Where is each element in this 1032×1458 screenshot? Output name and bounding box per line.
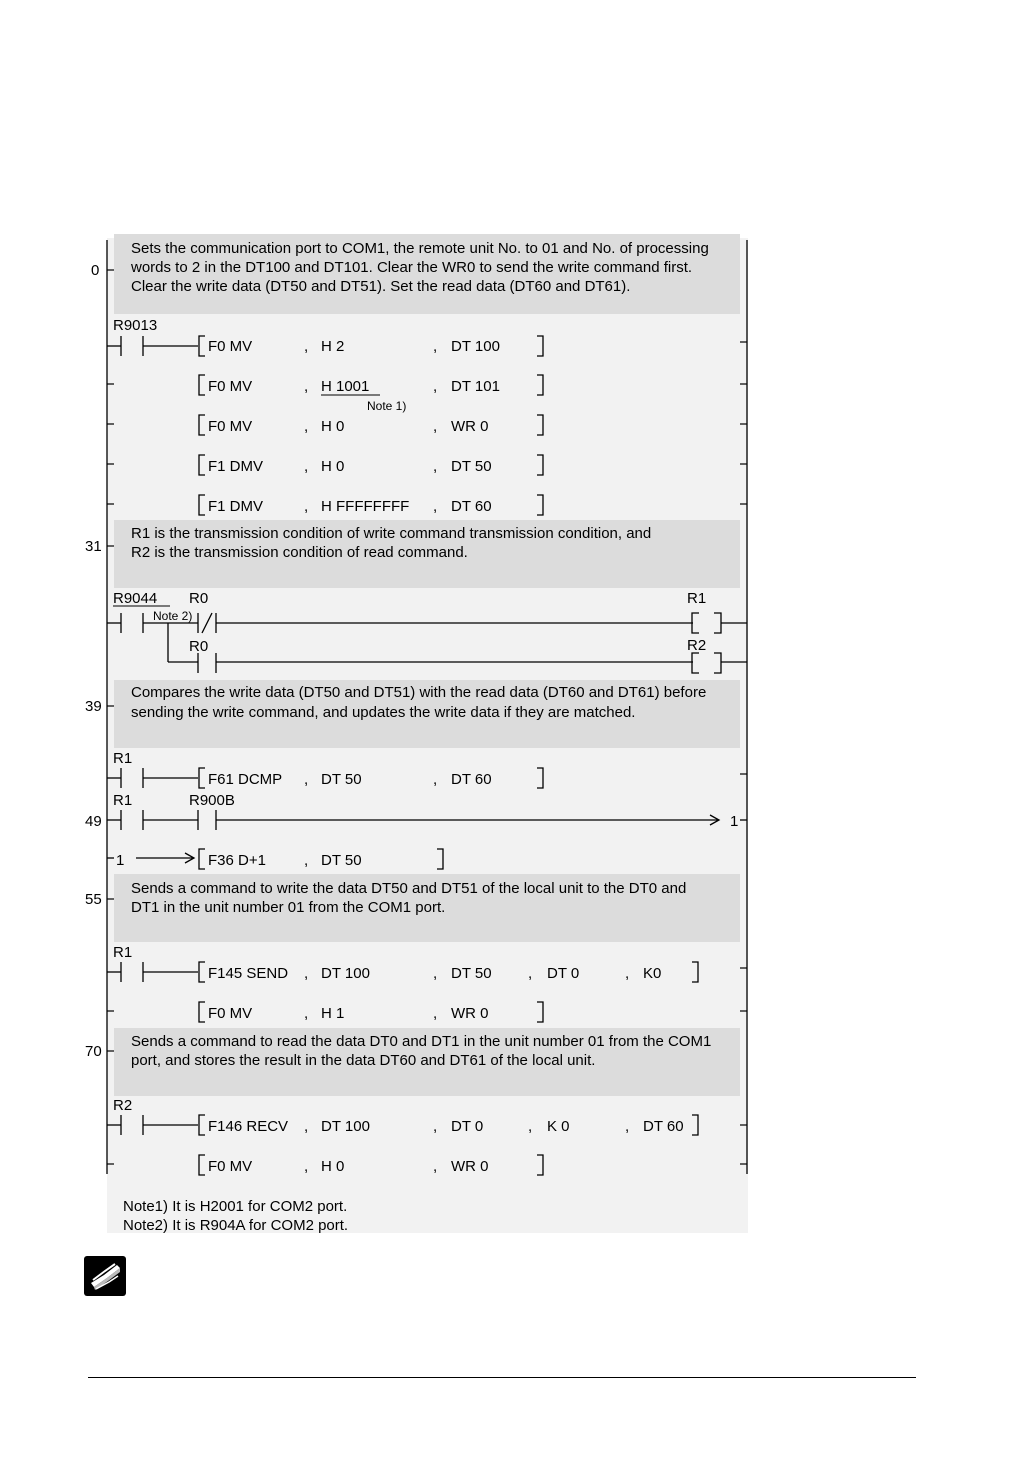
svg-text:DT 0: DT 0	[547, 965, 580, 982]
comment-31-line-1: R1 is the transmission condition of write command transmission condition, and	[131, 525, 652, 542]
svg-text:,: ,	[304, 965, 309, 982]
svg-text:,: ,	[304, 1118, 309, 1135]
svg-text:,: ,	[304, 418, 309, 435]
footnote-2: Note2) It is R904A for COM2 port.	[123, 1217, 349, 1234]
svg-text:,: ,	[433, 458, 438, 475]
contact-label-r1-c: R1	[113, 944, 133, 961]
svg-text:DT 60: DT 60	[451, 498, 492, 515]
svg-text:DT 50: DT 50	[321, 852, 362, 869]
footer-rule	[88, 1377, 916, 1378]
svg-text:,: ,	[625, 965, 630, 982]
svg-text:F36 D+1: F36 D+1	[208, 852, 266, 869]
contact-label-r0-no: R0	[189, 638, 209, 655]
comment-39-line-1: Compares the write data (DT50 and DT51) with the read data (DT60 and DT61) before	[131, 684, 707, 701]
step-number-55: 55	[85, 891, 102, 908]
svg-text:H FFFFFFFF: H FFFFFFFF	[321, 498, 410, 515]
contact-label-r1-b: R1	[113, 792, 133, 809]
coil-label-r1: R1	[687, 590, 707, 607]
svg-text:K 0: K 0	[547, 1118, 570, 1135]
contact-label-r900b: R900B	[189, 792, 235, 809]
svg-text:H 0: H 0	[321, 1158, 345, 1175]
svg-text:H 1001: H 1001	[321, 378, 370, 395]
comment-39-line-2: sending the write command, and updates the write data if they are matched.	[131, 704, 636, 721]
svg-text:,: ,	[433, 1118, 438, 1135]
svg-text:F0 MV: F0 MV	[208, 418, 253, 435]
contact-label-r0-nc: R0	[189, 590, 209, 607]
svg-text:F1 DMV: F1 DMV	[208, 458, 264, 475]
svg-text:,: ,	[528, 965, 533, 982]
contact-label-r1-a: R1	[113, 750, 133, 767]
svg-text:DT 0: DT 0	[451, 1118, 484, 1135]
svg-text:,: ,	[528, 1118, 533, 1135]
svg-text:,: ,	[304, 852, 309, 869]
footnote-1: Note1) It is H2001 for COM2 port.	[123, 1198, 348, 1215]
step-number-0: 0	[91, 262, 100, 279]
svg-text:H 0: H 0	[321, 458, 345, 475]
step-number-70: 70	[85, 1043, 102, 1060]
svg-text:DT 50: DT 50	[451, 965, 492, 982]
step-number-31: 31	[85, 538, 102, 555]
contact-label-r9044: R9044	[113, 590, 158, 607]
book-reference-icon	[84, 1256, 126, 1296]
svg-text:,: ,	[304, 338, 309, 355]
svg-text:WR 0: WR 0	[451, 418, 489, 435]
svg-text:F0 MV: F0 MV	[208, 1005, 253, 1022]
svg-text:,: ,	[433, 338, 438, 355]
connector-out-label: 1	[730, 813, 739, 830]
svg-text:K0: K0	[643, 965, 662, 982]
svg-text:DT 60: DT 60	[643, 1118, 684, 1135]
svg-text:,: ,	[304, 378, 309, 395]
svg-text:,: ,	[433, 418, 438, 435]
svg-text:F146 RECV: F146 RECV	[208, 1118, 289, 1135]
svg-text:,: ,	[433, 965, 438, 982]
comment-55-line-1: Sends a command to write the data DT50 and DT51 of the local unit to the DT0 and	[131, 880, 687, 897]
coil-label-r2: R2	[687, 637, 707, 654]
svg-text:H 0: H 0	[321, 418, 345, 435]
svg-text:WR 0: WR 0	[451, 1005, 489, 1022]
svg-text:H 2: H 2	[321, 338, 345, 355]
svg-text:,: ,	[304, 1158, 309, 1175]
note1-marker: Note 1)	[367, 399, 407, 413]
comment-0-line-1: Sets the communication port to COM1, the remote unit No. to 01 and No. of processing	[131, 240, 709, 257]
svg-text:DT 100: DT 100	[451, 338, 500, 355]
svg-text:,: ,	[433, 771, 438, 788]
note2-marker: Note 2)	[153, 609, 193, 623]
svg-text:F145 SEND: F145 SEND	[208, 965, 289, 982]
comment-31-line-2: R2 is the transmission condition of read command.	[131, 544, 468, 561]
svg-text:,: ,	[304, 771, 309, 788]
comment-70-line-2: port, and stores the result in the data DT60 and DT61 of the local unit.	[131, 1052, 596, 1069]
svg-text:DT 50: DT 50	[451, 458, 492, 475]
comment-0-line-3: Clear the write data (DT50 and DT51). Set the read data (DT60 and DT61).	[131, 278, 631, 295]
svg-text:H 1: H 1	[321, 1005, 345, 1022]
svg-text:,: ,	[433, 378, 438, 395]
svg-text:DT 60: DT 60	[451, 771, 492, 788]
svg-text:F0 MV: F0 MV	[208, 378, 253, 395]
svg-text:DT 101: DT 101	[451, 378, 500, 395]
contact-label-r2: R2	[113, 1097, 133, 1114]
svg-text:,: ,	[433, 1158, 438, 1175]
step-number-39: 39	[85, 698, 102, 715]
svg-text:WR 0: WR 0	[451, 1158, 489, 1175]
connector-in-label: 1	[116, 852, 125, 869]
svg-text:F1 DMV: F1 DMV	[208, 498, 264, 515]
svg-text:DT 50: DT 50	[321, 771, 362, 788]
svg-text:,: ,	[304, 1005, 309, 1022]
contact-label-r9013: R9013	[113, 317, 158, 334]
svg-text:DT 100: DT 100	[321, 1118, 370, 1135]
svg-text:F61 DCMP: F61 DCMP	[208, 771, 283, 788]
svg-text:,: ,	[625, 1118, 630, 1135]
step-number-49: 49	[85, 813, 102, 830]
comment-70-line-1: Sends a command to read the data DT0 and DT1 in the unit number 01 from the COM1	[131, 1033, 712, 1050]
instr-row-5	[199, 495, 543, 515]
svg-text:,: ,	[304, 498, 309, 515]
svg-text:,: ,	[433, 1005, 438, 1022]
svg-text:,: ,	[304, 458, 309, 475]
svg-text:DT 100: DT 100	[321, 965, 370, 982]
comment-0-line-2: words to 2 in the DT100 and DT101. Clear the WR0 to send the write command first.	[131, 259, 693, 276]
svg-text:,: ,	[433, 498, 438, 515]
comment-55-line-2: DT1 in the unit number 01 from the COM1 port.	[131, 899, 446, 916]
svg-text:F0 MV: F0 MV	[208, 338, 253, 355]
svg-text:F0 MV: F0 MV	[208, 1158, 253, 1175]
